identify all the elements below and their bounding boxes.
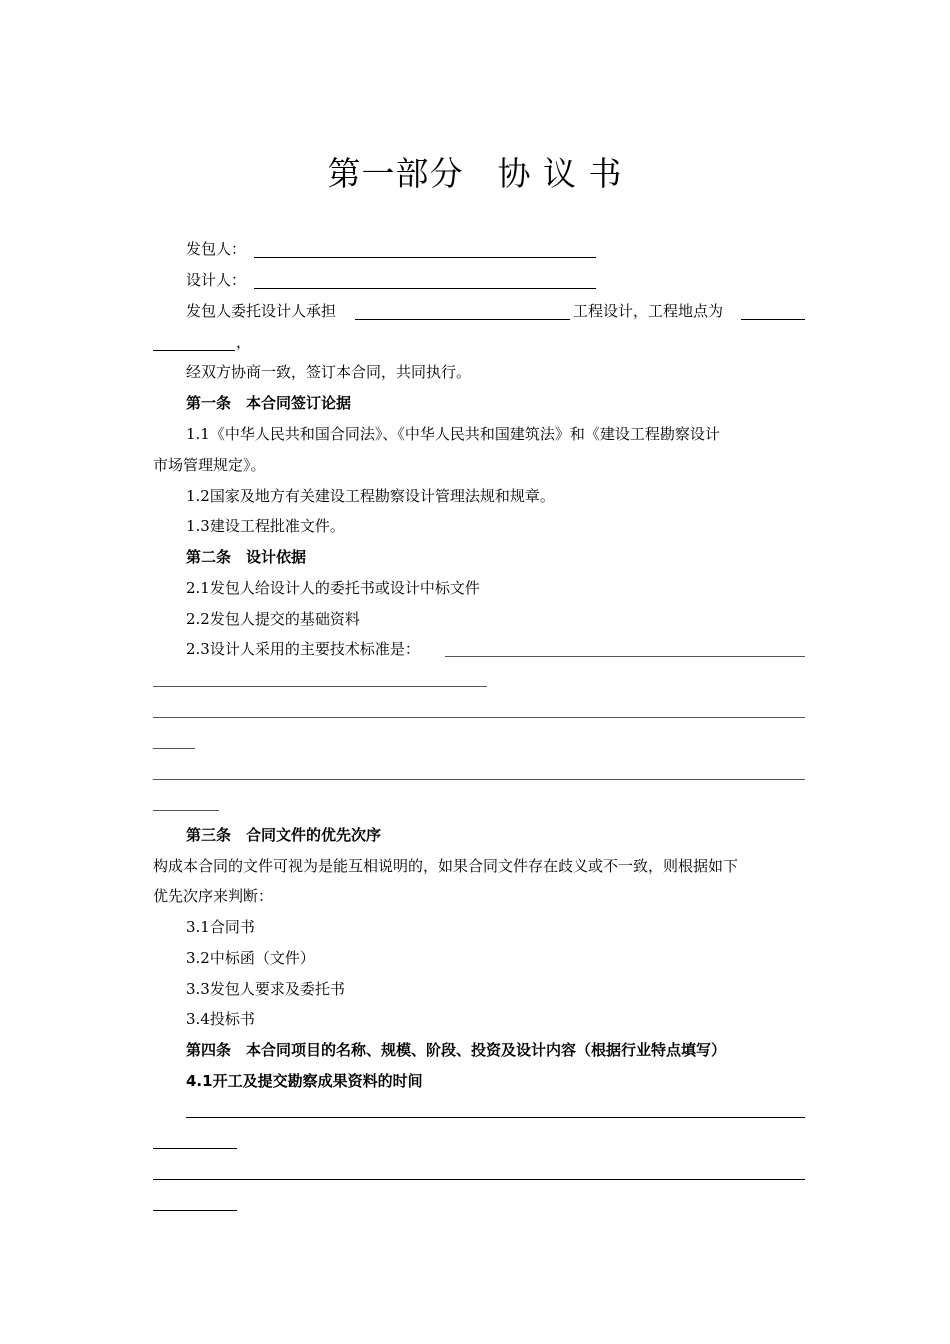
article-2-heading: 第二条 设计依据 [186,548,307,566]
tech-standard-blank-3[interactable] [153,717,805,718]
article-1-2: 1.2国家及地方有关建设工程勘察设计管理法规和规章。 [186,487,555,505]
employer-blank[interactable] [254,257,596,258]
tech-standard-blank-4[interactable] [153,748,195,749]
project-name-blank[interactable] [355,319,570,320]
article-3-3: 3.3发包人要求及委托书 [186,980,345,998]
article-1-1-line2: 市场管理规定》。 [153,456,266,474]
schedule-blank-2[interactable] [153,1148,237,1149]
designer-blank[interactable] [254,288,596,289]
article-4-heading: 第四条 本合同项目的名称、规模、阶段、投资及设计内容（根据行业特点填写） [186,1041,727,1059]
article-2-2: 2.2发包人提交的基础资料 [186,610,360,628]
tech-standard-blank-1[interactable] [445,656,805,657]
project-location-blank[interactable] [741,319,805,320]
article-1-3: 1.3建设工程批准文件。 [186,517,345,535]
article-1-1-line1: 1.1《中华人民共和国合同法》、《中华人民共和国建筑法》和《建设工程勘察设计 [186,425,720,443]
tech-standard-blank-2[interactable] [153,686,487,687]
schedule-blank-1[interactable] [186,1117,805,1118]
article-3-heading: 第三条 合同文件的优先次序 [186,826,382,844]
entrust-text-b: 工程设计，工程地点为 [573,302,724,320]
tech-standard-blank-6[interactable] [153,810,219,811]
article-3-2: 3.2中标函（文件） [186,949,315,967]
article-2-1: 2.1发包人给设计人的委托书或设计中标文件 [186,579,480,597]
entrust-end: ， [236,333,252,351]
tech-standard-blank-5[interactable] [153,779,805,780]
article-3-desc-line1: 构成本合同的文件可视为是能互相说明的，如果合同文件存在歧义或不一致，则根据如下 [153,857,739,875]
article-2-3: 2.3设计人采用的主要技术标准是： [186,640,420,658]
schedule-blank-3[interactable] [153,1179,805,1180]
article-3-1: 3.1合同书 [186,918,255,936]
page-title: 第一部分 协 议 书 [327,154,623,193]
entrust-text-a: 发包人委托设计人承担 [186,302,337,320]
article-1-heading: 第一条 本合同签订论据 [186,394,352,412]
project-location-blank-cont[interactable] [153,350,235,351]
article-3-4: 3.4投标书 [186,1010,255,1028]
schedule-blank-4[interactable] [153,1210,237,1211]
article-4-1: 4.1开工及提交勘察成果资料的时间 [186,1072,423,1090]
agreement-text: 经双方协商一致，签订本合同，共同执行。 [186,363,472,381]
designer-label: 设计人： [186,271,247,289]
article-3-desc-line2: 优先次序来判断： [153,887,274,905]
employer-label: 发包人： [186,240,247,258]
